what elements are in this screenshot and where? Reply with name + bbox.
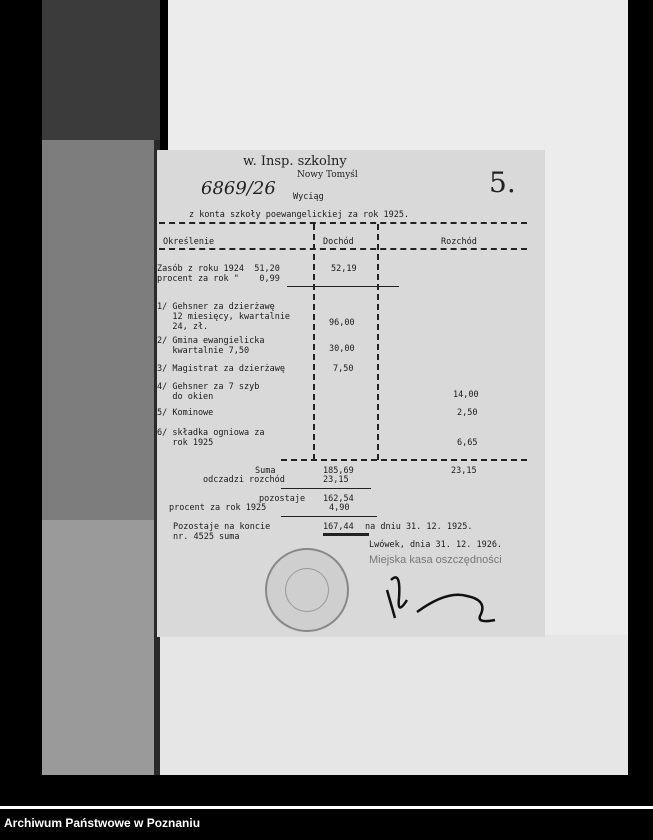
archive-footer: Archiwum Państwowe w Poznaniu [4, 816, 201, 830]
row-income: 96,00 [329, 318, 355, 328]
row-expense: 14,00 [453, 390, 479, 400]
col-divider-2 [377, 224, 379, 460]
seal-emblem-icon [285, 568, 329, 612]
row-income: 7,50 [333, 364, 354, 374]
col-header-income: Dochód [323, 237, 354, 247]
row-expense: 6,65 [457, 438, 478, 448]
row-label: 4/ Gehsner za 7 szyb do okien [157, 382, 260, 402]
row-expense: 2,50 [457, 408, 478, 418]
signature-place-date: Lwówek, dnia 31. 12. 1926. [369, 540, 503, 550]
rule-totals [281, 459, 527, 461]
col-header-label: Określenie [163, 237, 215, 247]
registry-number: 6869/26 [201, 178, 276, 199]
final-value: 167,44 [323, 522, 354, 532]
row-label: 3/ Magistrat za dzierżawę [157, 364, 285, 374]
binding-top [42, 0, 160, 140]
row-label: 5/ Kominowe [157, 408, 214, 418]
document-title: Wyciąg [293, 192, 324, 202]
row-label: 6/ składka ogniowa za rok 1925 [157, 428, 265, 448]
row-label: Zasób z roku 1924 51,20 procent za rok " 0,99 [157, 264, 280, 284]
rule-header [159, 248, 527, 250]
odczadzi-label: odczadzi rozchód [203, 475, 285, 485]
odczadzi-value: 23,15 [323, 475, 349, 485]
document-subtitle: z konta szkoły poewangelickiej za rok 1925. [189, 210, 410, 220]
procent-label: procent za rok 1925 [169, 503, 267, 513]
row-label: 1/ Gehsner za dzierżawę 12 miesięcy, kwartalnie 24, zł. [157, 302, 291, 332]
rule-top [159, 222, 527, 224]
binding-strip-lower [42, 520, 154, 775]
footer-divider [0, 806, 653, 809]
document-sheet [157, 150, 545, 637]
page-number: 5. [489, 166, 516, 199]
signature-icon [377, 550, 507, 630]
backing-page-lower [160, 635, 628, 775]
suma-expense: 23,15 [451, 466, 477, 476]
rule-sub [281, 488, 371, 489]
inspector-stamp-line1: w. Insp. szkolny [243, 154, 347, 169]
pozostaje-label: pozostaje [259, 494, 306, 504]
pozostaje-value: 162,54 [323, 494, 354, 504]
final-label: Pozostaje na koncie nr. 4525 suma [173, 522, 271, 542]
final-underline [323, 533, 369, 536]
col-header-expense: Rozchód [441, 237, 477, 247]
office-stamp-text: Miejska kasa oszczędności [369, 554, 502, 566]
col-divider-1 [313, 224, 315, 460]
row-label: 2/ Gmina ewangielicka kwartalnie 7,50 [157, 336, 265, 356]
final-date: na dniu 31. 12. 1925. [365, 522, 473, 532]
row-income: 52,19 [331, 264, 357, 274]
rule-final [281, 516, 377, 517]
row-income: 30,00 [329, 344, 355, 354]
inspector-stamp-line2: Nowy Tomyśl [297, 170, 358, 180]
procent-value: 4,90 [329, 503, 350, 513]
suma-label: Suma [255, 466, 276, 476]
suma-income: 185,69 [323, 466, 354, 476]
underline-row0 [287, 286, 399, 287]
